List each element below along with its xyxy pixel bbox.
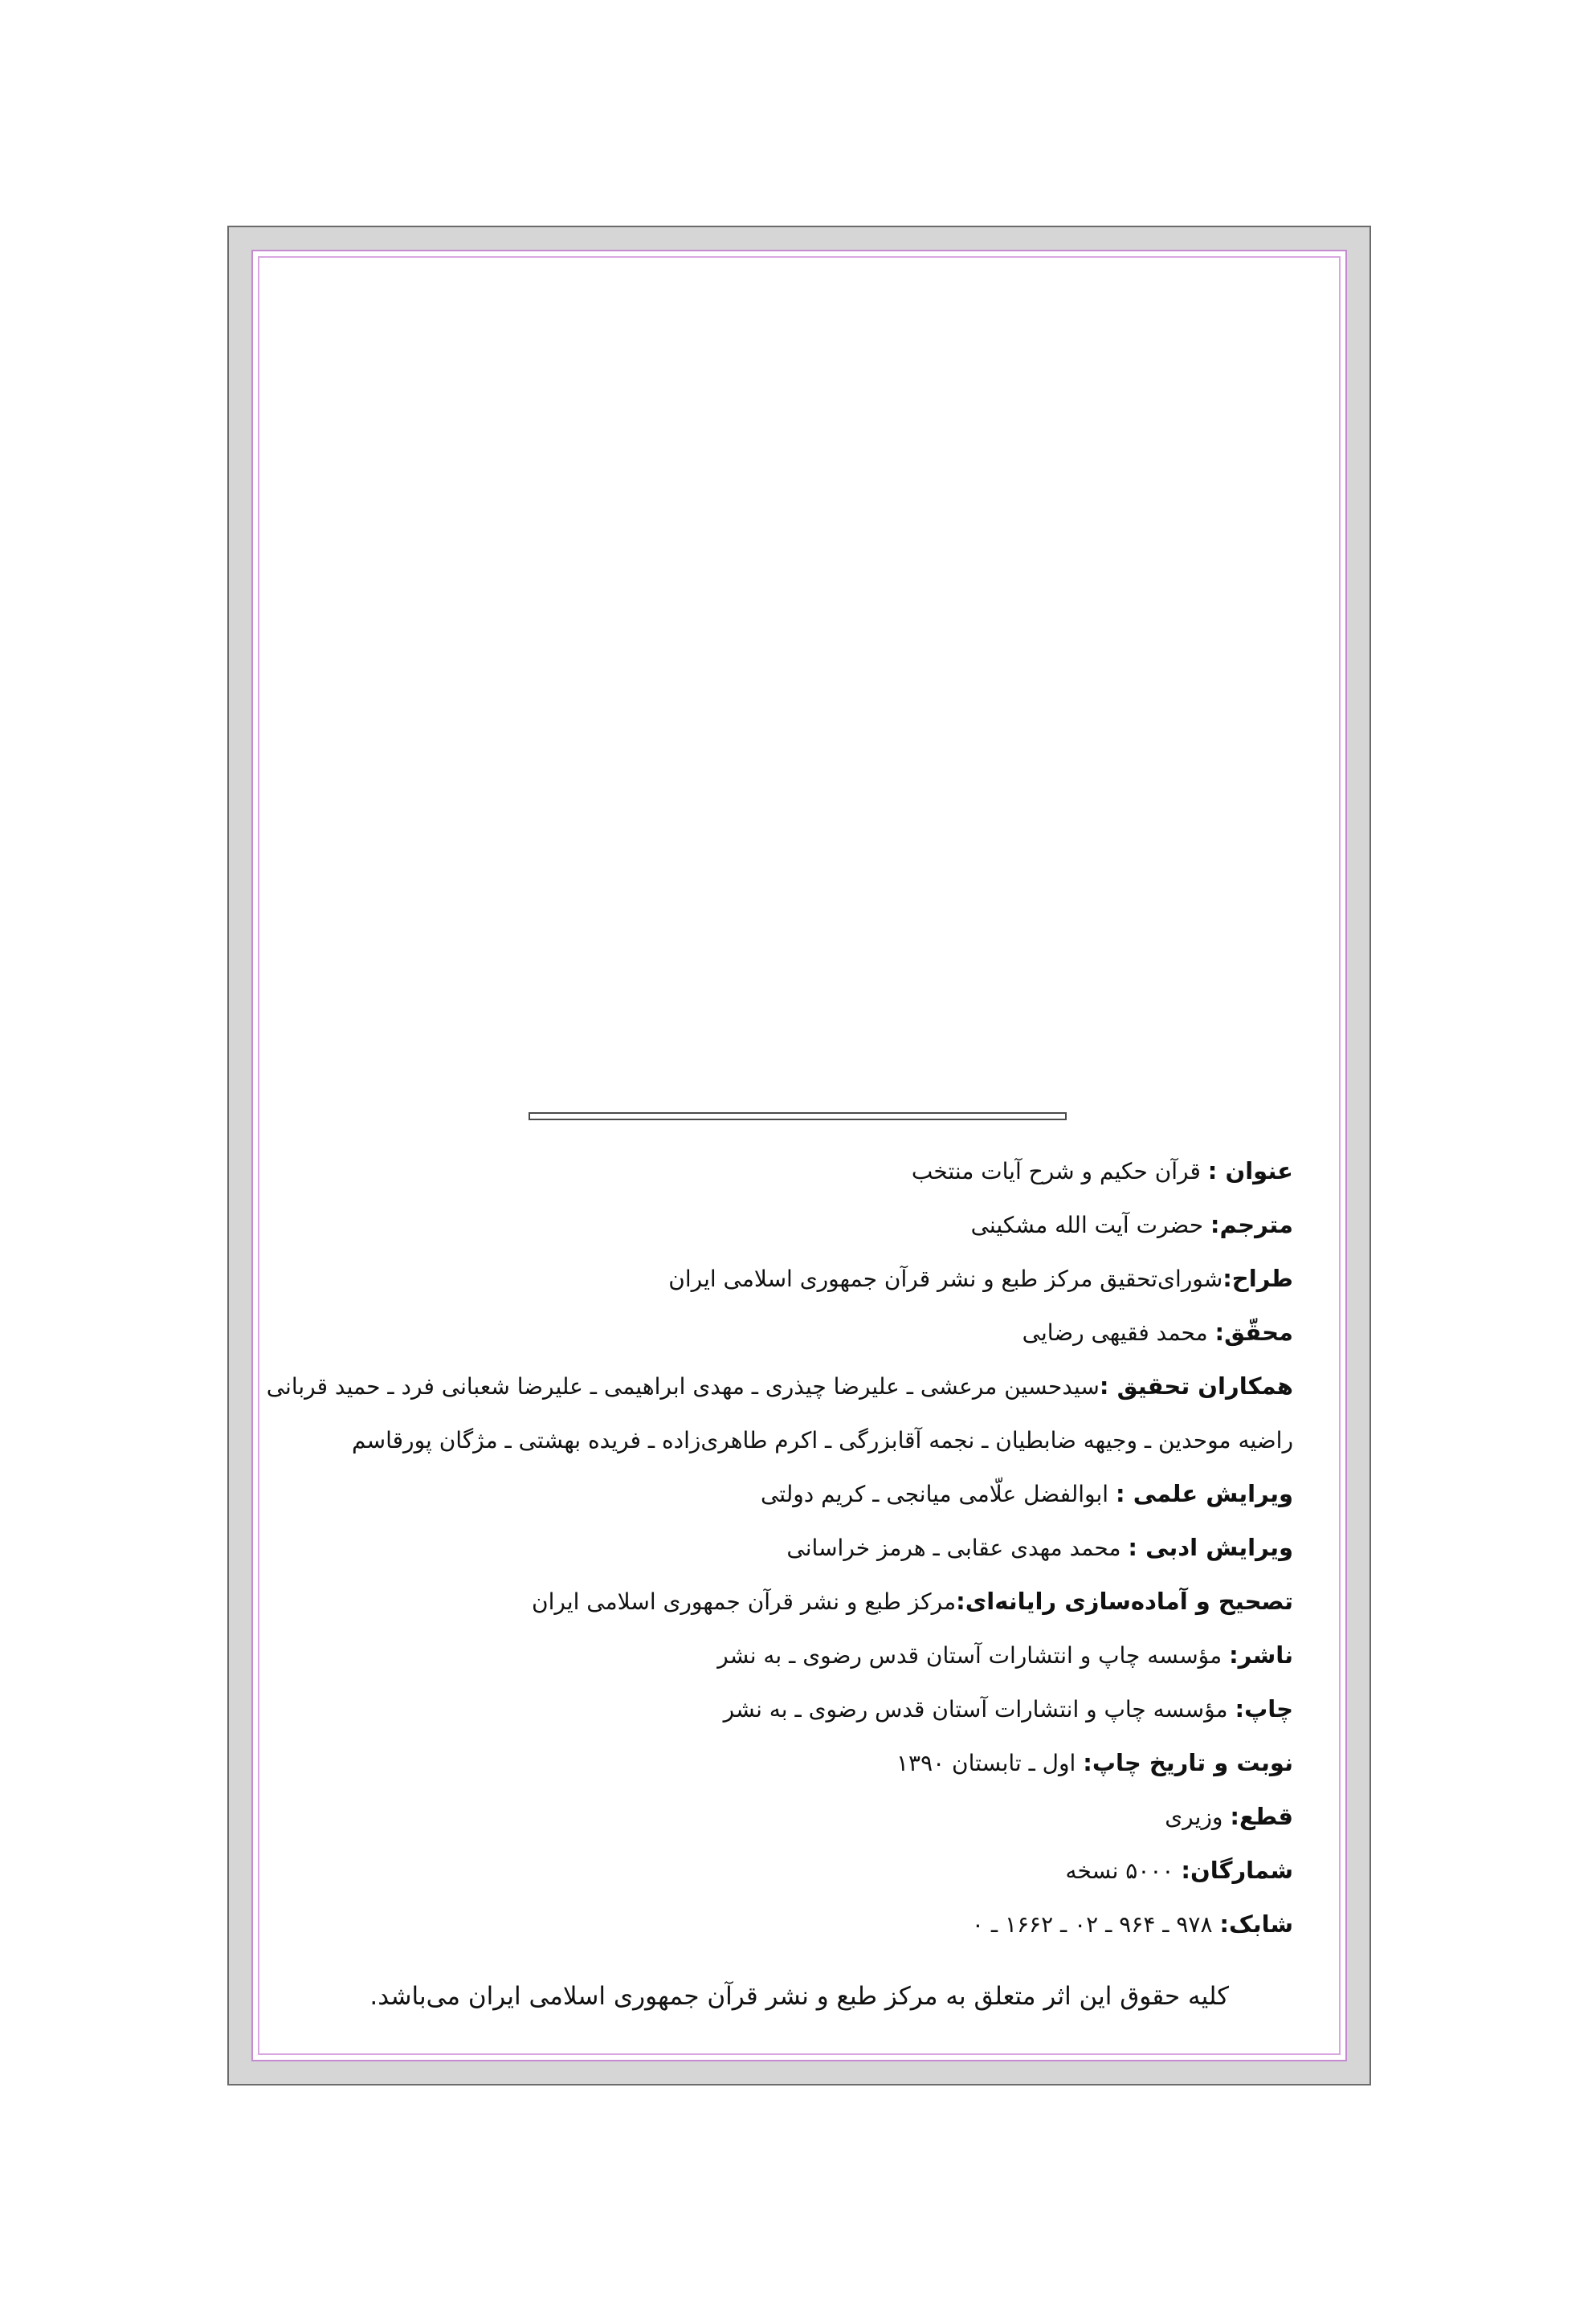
credit-label: طراح: — [1223, 1265, 1293, 1292]
credit-value: حضرت آیت الله مشکینی — [970, 1212, 1204, 1238]
credit-translator — [289, 1198, 1293, 1252]
copyright-notice: کلیه حقوق این اثر متعلق به مرکز طبع و نشر قرآن جمهوری اسلامی ایران می‌باشد. — [369, 1982, 1229, 2011]
credit-research-colleagues — [266, 1360, 1293, 1413]
credit-edition-date — [289, 1736, 1293, 1790]
credit-research-colleagues-cont — [289, 1413, 1293, 1467]
credit-label: ویرایش ادبی : — [1128, 1534, 1293, 1561]
credit-value: اول ـ تابستان ۱۳۹۰ — [896, 1750, 1076, 1776]
credit-typesetting — [289, 1575, 1293, 1629]
credit-publisher — [289, 1629, 1293, 1682]
credit-value: مؤسسه چاپ و انتشارات آستان قدس رضوی ـ به نشر — [723, 1696, 1228, 1723]
credit-value: ۹۷۸ ـ ۹۶۴ ـ ۰۲ ـ ۱۶۶۲ ـ ۰ — [971, 1911, 1213, 1938]
credit-label: همکاران تحقیق : — [1099, 1372, 1293, 1400]
credit-label: ناشر: — [1229, 1641, 1293, 1669]
credit-value: مؤسسه چاپ و انتشارات آستان قدس رضوی ـ به نشر — [717, 1642, 1223, 1669]
credit-value: مرکز طبع و نشر قرآن جمهوری اسلامی ایران — [532, 1588, 957, 1615]
credit-label: شمارگان: — [1181, 1857, 1293, 1884]
credit-label: محقّق: — [1214, 1319, 1293, 1346]
credit-value: قرآن حکیم و شرح آیات منتخب — [911, 1158, 1201, 1184]
title-rule — [529, 1112, 1067, 1120]
credit-value: محمد فقیهی رضایی — [1022, 1319, 1208, 1346]
credit-label: قطع: — [1230, 1803, 1293, 1830]
credit-literary-editing — [289, 1521, 1293, 1575]
credit-printing — [289, 1682, 1293, 1736]
credit-label: نوبت و تاریخ چاپ: — [1083, 1749, 1293, 1776]
credit-label: تصحیح و آماده‌سازی رایانه‌ای: — [956, 1588, 1293, 1615]
credit-value: وزیری — [1165, 1804, 1223, 1830]
credits-block — [266, 1144, 1293, 1951]
credit-print-run — [289, 1844, 1293, 1898]
credit-label: مترجم: — [1210, 1211, 1293, 1238]
credit-title — [289, 1144, 1293, 1198]
credit-value: سیدحسین مرعشی ـ علیرضا چیذری ـ مهدی ابراهیمی ـ علیرضا شعبانی فرد ـ حمید قربانی — [266, 1373, 1100, 1400]
credit-value: محمد مهدی عقابی ـ هرمز خراسانی — [786, 1535, 1121, 1561]
credit-isbn — [289, 1898, 1293, 1951]
credit-label: عنوان : — [1207, 1157, 1293, 1184]
credit-designer — [289, 1252, 1293, 1306]
credit-value: راضیه موحدین ـ وجیهه ضابطیان ـ نجمه آقابزرگی ـ اکرم طاهری‌زاده ـ فریده بهشتی ـ مژگان پورقاسم — [352, 1427, 1293, 1454]
credit-label: شابک: — [1219, 1910, 1293, 1938]
credit-scientific-editing — [289, 1467, 1293, 1521]
credit-label: چاپ: — [1235, 1695, 1293, 1723]
credit-value: ابوالفضل علّامی میانجی ـ کریم دولتی — [760, 1481, 1109, 1507]
credit-researcher — [289, 1306, 1293, 1360]
credit-value: شورای‌تحقیق مرکز طبع و نشر قرآن جمهوری اسلامی ایران — [668, 1266, 1223, 1292]
credit-value: ۵۰۰۰ نسخه — [1065, 1857, 1174, 1884]
credit-format — [289, 1790, 1293, 1844]
credit-label: ویرایش علمی : — [1116, 1480, 1293, 1507]
